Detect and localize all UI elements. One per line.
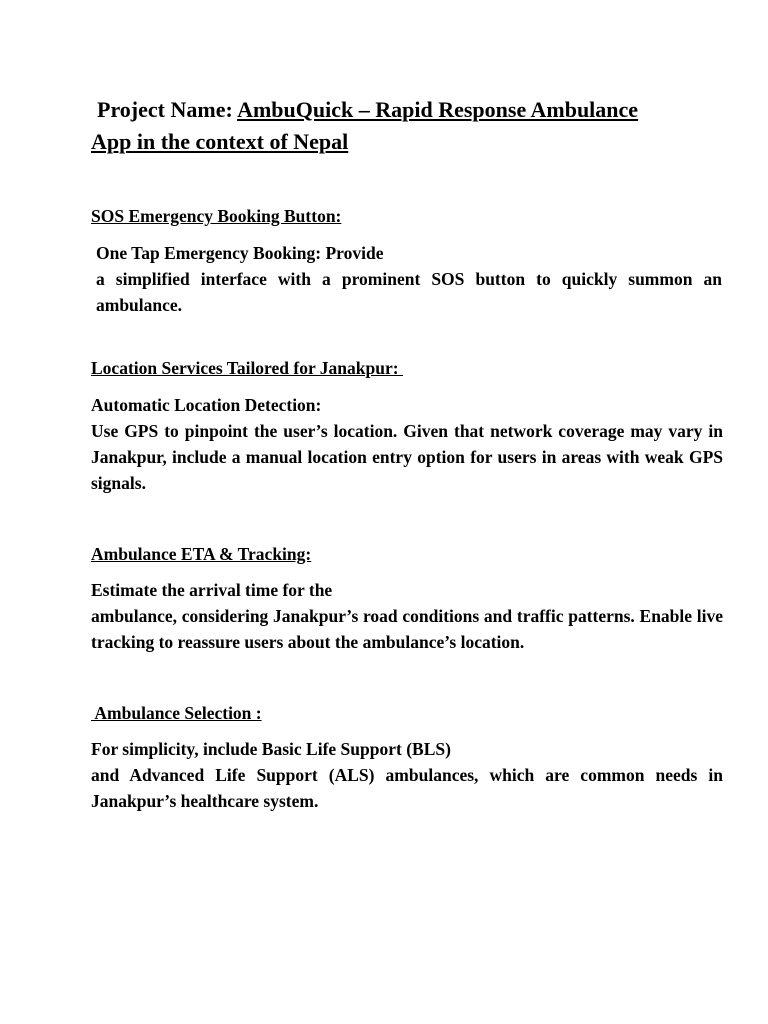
section-text-eta: ambulance, considering Janakpur’s road conditions and traffic patterns. Enable live tracking to reassure users about the ambulance’s location. [91, 606, 723, 652]
section-body-selection [91, 736, 723, 814]
section-heading-eta: Ambulance ETA & Tracking: [91, 544, 312, 564]
section-lead-eta: Estimate the arrival time for the [91, 580, 333, 600]
project-title-prefix: Project Name: [97, 97, 238, 122]
section-heading-selection: Ambulance Selection : [91, 703, 262, 723]
project-title [91, 94, 723, 158]
section-body-location [91, 392, 723, 496]
section-text-selection: and Advanced Life Support (ALS) ambulances, which are common needs in Janakpur’s healthcare system. [91, 765, 723, 811]
section-text-location: Use GPS to pinpoint the user’s location. Given that network coverage may vary in Janakpur, include a manual location entry option for users in areas with weak GPS signals. [91, 421, 723, 493]
section-heading-location: Location Services Tailored for Janakpur: [91, 358, 403, 378]
section-lead-location: Automatic Location Detection: [91, 395, 322, 415]
section-text-sos: a simplified interface with a prominent SOS button to quickly summon an ambulance. [96, 269, 722, 315]
section-heading-sos: SOS Emergency Booking Button: [91, 206, 342, 226]
section-lead-sos: One Tap Emergency Booking: Provide [96, 243, 384, 263]
section-body-sos [96, 240, 722, 318]
section-lead-selection: For simplicity, include Basic Life Support (BLS) [91, 739, 451, 759]
project-name-line2: App in the context of Nepal [91, 129, 349, 154]
project-name: AmbuQuick – Rapid Response Ambulance [237, 97, 639, 122]
section-body-eta [91, 577, 723, 655]
